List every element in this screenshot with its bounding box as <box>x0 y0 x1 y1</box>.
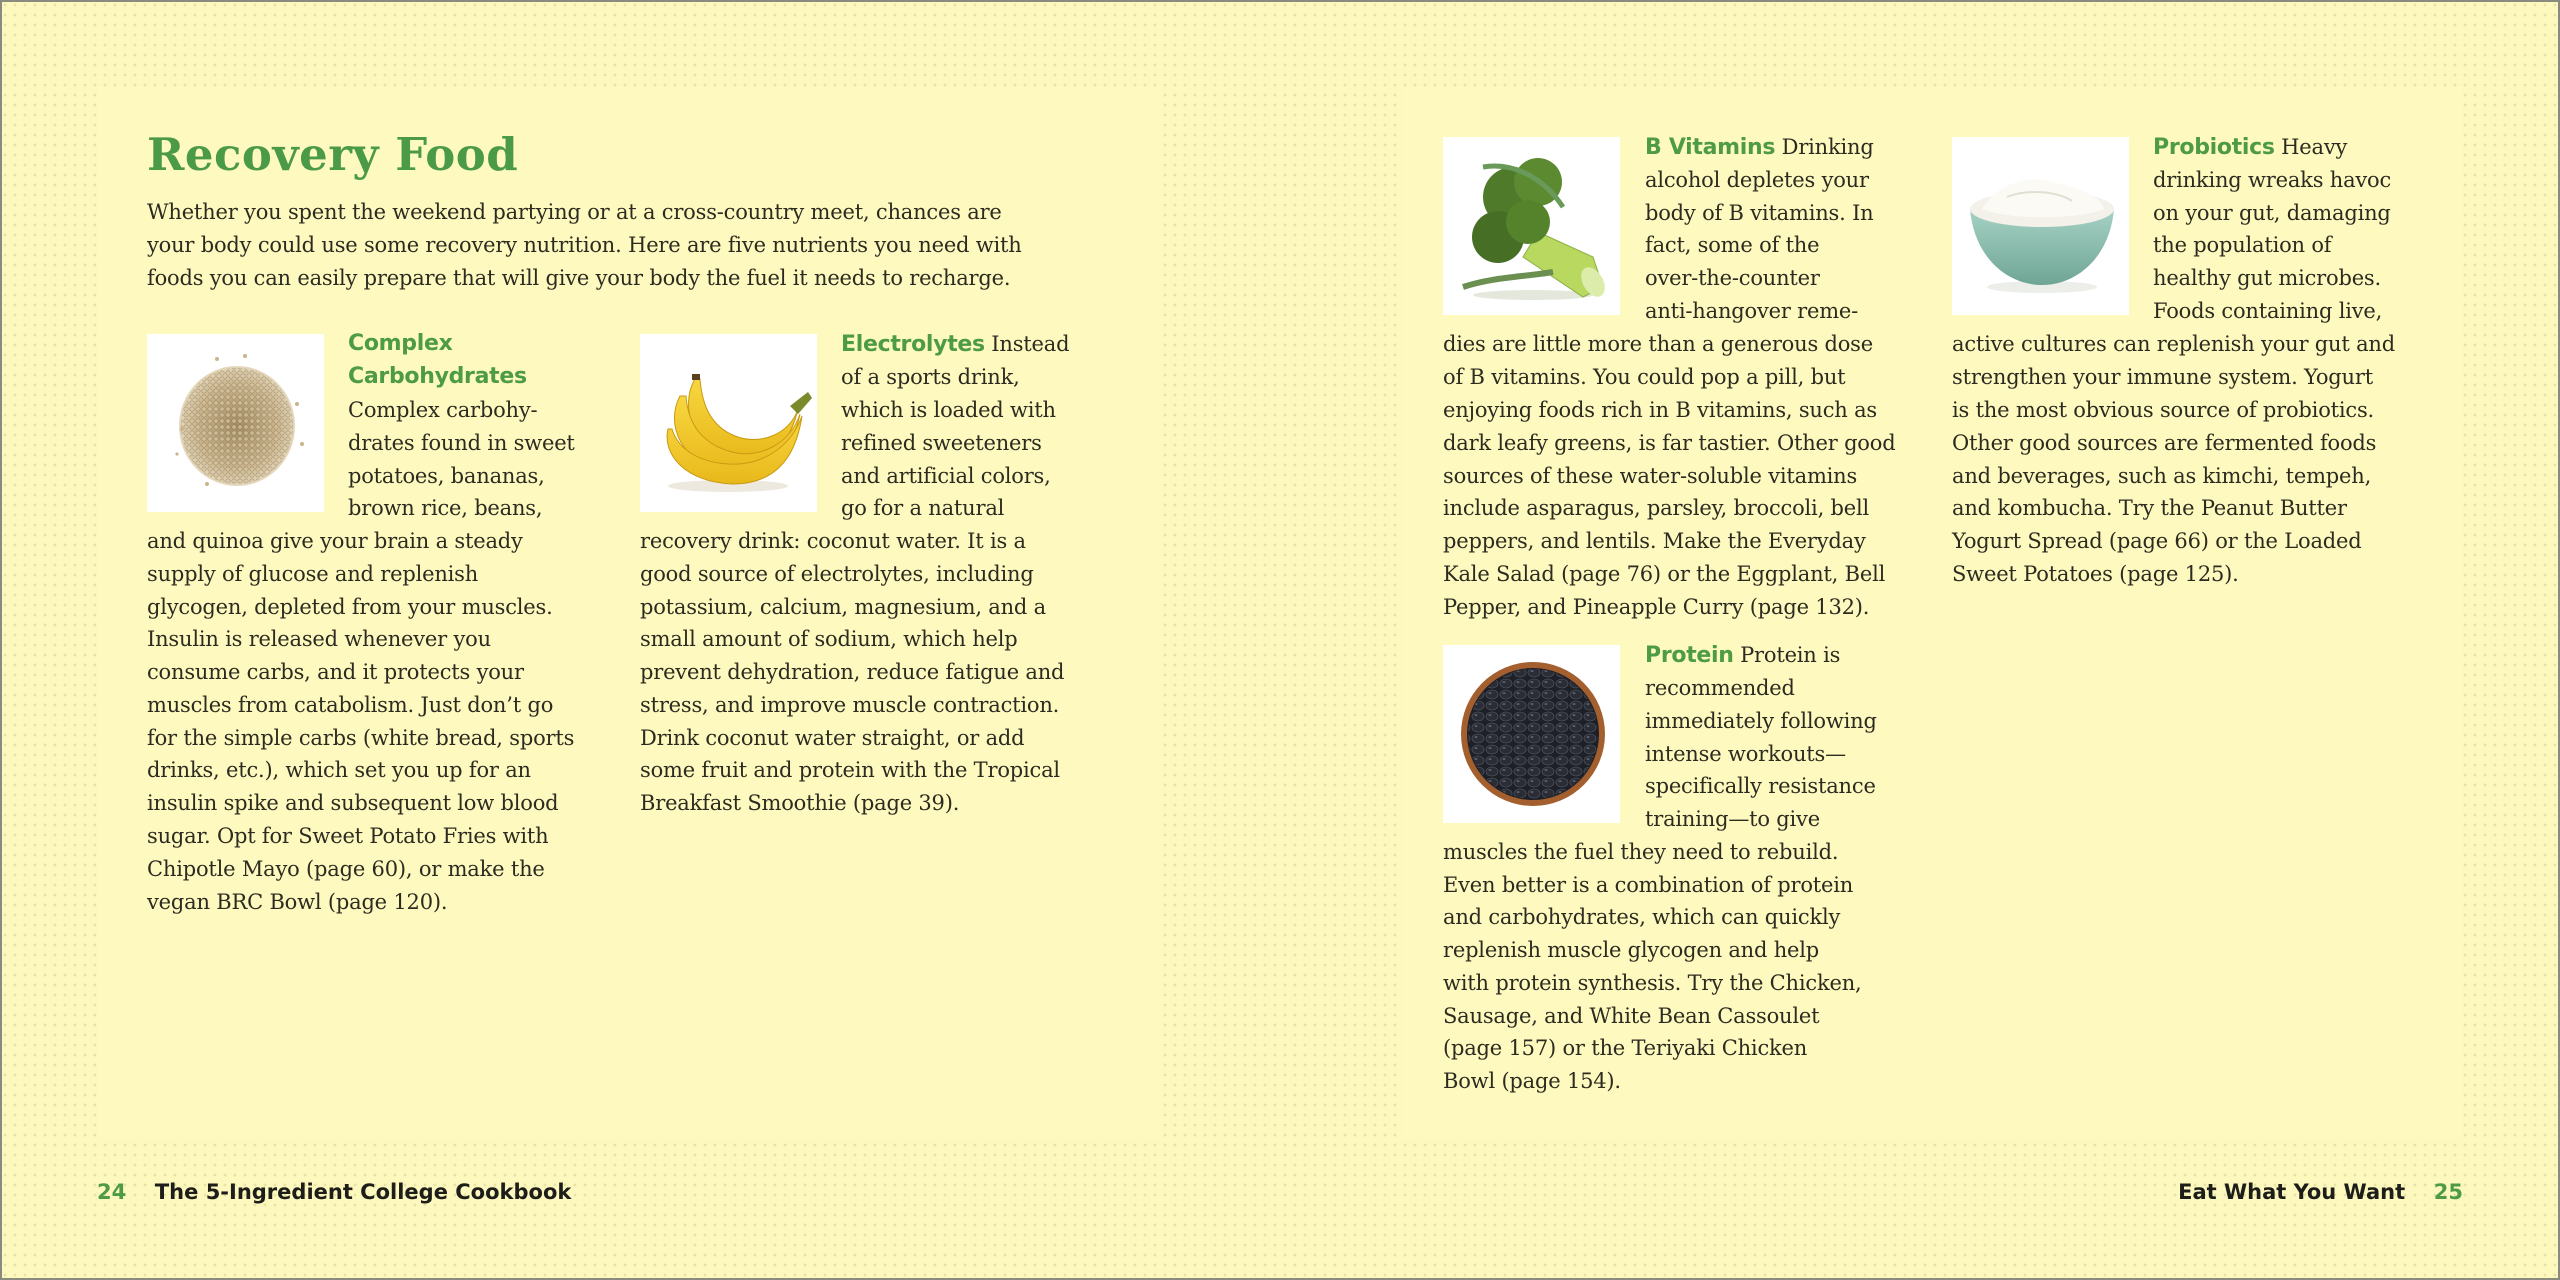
body-line: on your gut, damaging <box>2153 201 2391 225</box>
body-line: brown rice, beans, <box>348 496 543 520</box>
body-line: potassium, calcium, magnesium, and a <box>640 595 1046 619</box>
body-line: muscles from catabolism. Just don’t go <box>147 693 554 717</box>
intro-line: your body could use some recovery nutrition. Here are five nutrients you need with <box>147 233 1022 257</box>
body-line: fact, some of the <box>1645 233 1820 257</box>
body-line: anti-hangover reme- <box>1645 299 1859 323</box>
body-line: prevent dehydration, reduce fatigue and <box>640 660 1065 684</box>
body-line: and beverages, such as kimchi, tempeh, <box>1952 464 2372 488</box>
body-text: Heavy <box>2274 135 2348 159</box>
body-line: Chipotle Mayo (page 60), or make the <box>147 857 545 881</box>
page-title: Recovery Food <box>147 128 519 181</box>
body-line: strengthen your immune system. Yogurt <box>1952 365 2373 389</box>
body-line: of a sports drink, <box>841 365 1020 389</box>
banana-photo <box>640 334 817 512</box>
quinoa-icon <box>147 334 324 512</box>
body-line: (page 157) or the Teriyaki Chicken <box>1443 1036 1808 1060</box>
left-page-footer <box>97 1180 571 1204</box>
body-line: go for a natural <box>841 496 1005 520</box>
body-line: active cultures can replenish your gut and <box>1952 332 2395 356</box>
section-heading: Complex <box>348 331 453 356</box>
body-line: Drink coconut water straight, or add <box>640 726 1025 750</box>
body-line: and carbohydrates, which can quickly <box>1443 905 1841 929</box>
section-heading: Carbohydrates <box>348 364 527 389</box>
intro-line: foods you can easily prepare that will give your body the fuel it needs to recharge. <box>147 266 1011 290</box>
body-line: intense workouts— <box>1645 742 1846 766</box>
body-line: good source of electrolytes, including <box>640 562 1034 586</box>
body-line: alcohol depletes your <box>1645 168 1869 192</box>
quinoa-photo <box>147 334 324 512</box>
broccoli-photo <box>1443 137 1620 315</box>
body-line: drinks, etc.), which set you up for an <box>147 758 531 782</box>
body-line: Sweet Potatoes (page 125). <box>1952 562 2239 586</box>
right-page-number: 25 <box>2433 1180 2463 1204</box>
body-line: and kombucha. Try the Peanut Butter <box>1952 496 2347 520</box>
body-line: Yogurt Spread (page 66) or the Loaded <box>1952 529 2362 553</box>
body-line: dies are little more than a generous dose <box>1443 332 1873 356</box>
body-line: replenish muscle glycogen and help <box>1443 938 1820 962</box>
body-line: supply of glucose and replenish <box>147 562 479 586</box>
body-line: consume carbs, and it protects your <box>147 660 524 684</box>
body-line: of B vitamins. You could pop a pill, but <box>1443 365 1846 389</box>
section-first-line <box>841 328 1069 361</box>
yogurt-bowl-icon <box>1952 137 2129 315</box>
section-first-line <box>1645 131 1874 164</box>
section-heading: Protein <box>1645 643 1734 668</box>
body-line: which is loaded with <box>841 398 1056 422</box>
body-line: Pepper, and Pineapple Curry (page 132). <box>1443 595 1870 619</box>
body-line: glycogen, depleted from your muscles. <box>147 595 553 619</box>
section-heading: B Vitamins <box>1645 135 1776 160</box>
section-heading: Probiotics <box>2153 135 2275 160</box>
body-line: include asparagus, parsley, broccoli, bell <box>1443 496 1870 520</box>
body-line: small amount of sodium, which help <box>640 627 1018 651</box>
body-line: is the most obvious source of probiotics. <box>1952 398 2375 422</box>
body-line: and artificial colors, <box>841 464 1051 488</box>
body-line: Foods containing live, <box>2153 299 2383 323</box>
right-running-title: Eat What You Want <box>2178 1180 2406 1204</box>
body-line: muscles the fuel they need to rebuild. <box>1443 840 1839 864</box>
section-first-line <box>1645 639 1840 672</box>
body-line: over-the-counter <box>1645 266 1820 290</box>
body-line: peppers, and lentils. Make the Everyday <box>1443 529 1866 553</box>
section-heading: Electrolytes <box>841 332 985 357</box>
yogurt-photo <box>1952 137 2129 315</box>
body-line: and quinoa give your brain a steady <box>147 529 523 553</box>
body-line: refined sweeteners <box>841 431 1042 455</box>
body-line: specifically resistance <box>1645 774 1876 798</box>
intro-line: Whether you spent the weekend partying or at a cross-country meet, chances are <box>147 200 1002 224</box>
body-line: training—to give <box>1645 807 1820 831</box>
body-line: sources of these water-soluble vitamins <box>1443 464 1858 488</box>
broccoli-icon <box>1443 137 1620 315</box>
body-text: Instead <box>984 332 1070 356</box>
body-line: recommended <box>1645 676 1795 700</box>
body-line: with protein synthesis. Try the Chicken, <box>1443 971 1862 995</box>
left-page-number: 24 <box>97 1180 127 1204</box>
body-line: Complex carbohy- <box>348 398 538 422</box>
body-line: potatoes, bananas, <box>348 464 545 488</box>
body-line: enjoying foods rich in B vitamins, such as <box>1443 398 1878 422</box>
body-line: body of B vitamins. In <box>1645 201 1874 225</box>
black-beans-icon <box>1443 645 1620 823</box>
black-beans-photo <box>1443 645 1620 823</box>
banana-icon <box>640 334 817 512</box>
body-text: Drinking <box>1775 135 1874 159</box>
body-line: Sausage, and White Bean Cassoulet <box>1443 1004 1820 1028</box>
body-line: some fruit and protein with the Tropical <box>640 758 1060 782</box>
body-line: insulin spike and subsequent low blood <box>147 791 559 815</box>
body-line: Other good sources are fermented foods <box>1952 431 2377 455</box>
section-first-line <box>2153 131 2347 164</box>
body-line: immediately following <box>1645 709 1877 733</box>
body-line: sugar. Opt for Sweet Potato Fries with <box>147 824 549 848</box>
body-line: vegan BRC Bowl (page 120). <box>147 890 448 914</box>
body-line: drinking wreaks havoc <box>2153 168 2392 192</box>
body-line: Bowl (page 154). <box>1443 1069 1621 1093</box>
body-line: drates found in sweet <box>348 431 575 455</box>
body-text: Protein is <box>1733 643 1841 667</box>
body-line: Kale Salad (page 76) or the Eggplant, Bell <box>1443 562 1886 586</box>
body-line: stress, and improve muscle contraction. <box>640 693 1060 717</box>
body-line: for the simple carbs (white bread, sports <box>147 726 575 750</box>
left-running-title: The 5-Ingredient College Cookbook <box>154 1180 572 1204</box>
body-line: recovery drink: coconut water. It is a <box>640 529 1026 553</box>
body-line: the population of <box>2153 233 2332 257</box>
body-line: Even better is a combination of protein <box>1443 873 1854 897</box>
body-line: Breakfast Smoothie (page 39). <box>640 791 960 815</box>
body-line: healthy gut microbes. <box>2153 266 2381 290</box>
right-page-footer <box>2178 1180 2463 1204</box>
body-line: dark leafy greens, is far tastier. Other good <box>1443 431 1896 455</box>
body-line: Insulin is released whenever you <box>147 627 491 651</box>
